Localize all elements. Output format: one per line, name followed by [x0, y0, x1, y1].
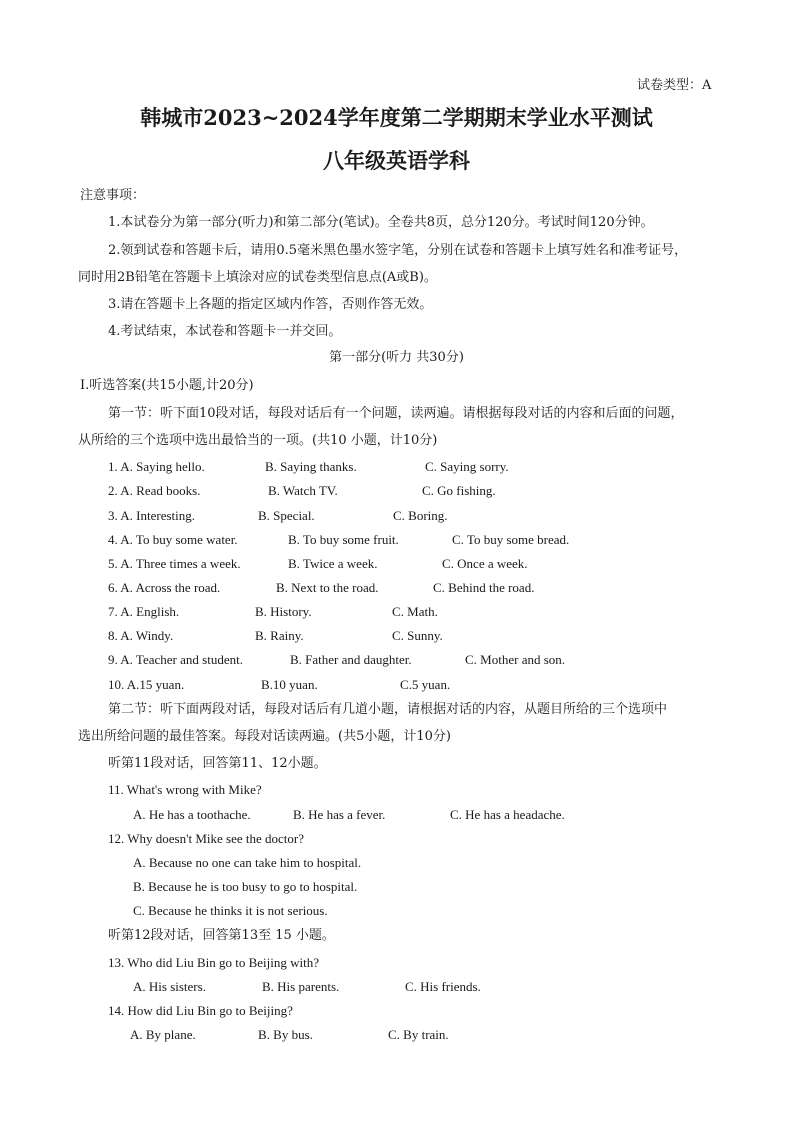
exam-title: 韩城市2023~2024学年度第二学期期末学业水平测试 — [140, 105, 653, 130]
q9-option-a: 9. A. Teacher and student. — [108, 652, 243, 667]
q10-option-b: B.10 yuan. — [261, 677, 318, 692]
q3-option-b: B. Special. — [258, 508, 315, 523]
sub2-instructions-line-1: 第二节：听下面两段对话，每段对话后有几道小题，请根据对话的内容，从题目所给的三个选项中 — [108, 702, 668, 717]
q11-option-b: B. He has a fever. — [293, 807, 386, 822]
q9-option-c: C. Mother and son. — [465, 652, 566, 667]
q2-option-a: 2. A. Read books. — [108, 483, 201, 498]
q13-option-b: B. His parents. — [262, 979, 340, 994]
note-item-2-line-2: 同时用2B铅笔在答题卡上填涂对应的试卷类型信息点(A或B)。 — [78, 270, 437, 285]
q7-option-c: C. Math. — [392, 604, 438, 619]
q8-option-a: 8. A. Windy. — [108, 628, 174, 643]
note-item-3: 3.请在答题卡上各题的指定区域内作答，否则作答无效。 — [108, 297, 433, 312]
q5-option-b: B. Twice a week. — [288, 556, 378, 571]
q13-option-c: C. His friends. — [405, 979, 481, 994]
q5-option-a: 5. A. Three times a week. — [108, 556, 241, 571]
notes-heading: 注意事项： — [80, 188, 146, 203]
q4-option-b: B. To buy some fruit. — [288, 532, 399, 547]
exam-subtitle: 八年级英语学科 — [323, 148, 470, 173]
q7-option-b: B. History. — [255, 604, 312, 619]
q7-option-a: 7. A. English. — [108, 604, 180, 619]
q5-option-c: C. Once a week. — [442, 556, 528, 571]
q2-option-b: B. Watch TV. — [268, 483, 338, 498]
note-item-4: 4.考试结束，本试卷和答题卡一并交回。 — [108, 324, 342, 339]
q8-option-c: C. Sunny. — [392, 628, 443, 643]
q3-option-a: 3. A. Interesting. — [108, 508, 196, 523]
sub1-instructions-line-1: 第一节：听下面10段对话，每段对话后有一个问题，读两遍。请根据每段对话的内容和后面的问题， — [108, 406, 684, 421]
q6-option-b: B. Next to the road. — [276, 580, 379, 595]
q10-option-a: 10. A.15 yuan. — [108, 677, 185, 692]
sub2-instructions-line-2: 选出所给问题的最佳答案。每段对话读两遍。(共5小题，计10分) — [78, 729, 451, 744]
dialog-11-instruction: 听第11段对话，回答第11、12小题。 — [108, 756, 327, 771]
q14-stem: 14. How did Liu Bin go to Beijing? — [108, 1003, 293, 1018]
q12-option-a: A. Because no one can take him to hospital. — [133, 855, 362, 870]
q14-option-c: C. By train. — [388, 1027, 449, 1042]
paper-type-label: 试卷类型：A — [637, 78, 712, 93]
q14-option-b: B. By bus. — [258, 1027, 313, 1042]
q12-stem: 12. Why doesn't Mike see the doctor? — [108, 831, 304, 846]
q3-option-c: C. Boring. — [393, 508, 448, 523]
q12-option-c: C. Because he thinks it is not serious. — [133, 903, 328, 918]
q9-option-b: B. Father and daughter. — [290, 652, 412, 667]
q1-option-b: B. Saying thanks. — [265, 459, 357, 474]
part1-title: 第一部分(听力 共30分) — [329, 350, 464, 365]
q11-option-a: A. He has a toothache. — [133, 807, 251, 822]
q1-option-c: C. Saying sorry. — [425, 459, 509, 474]
q4-option-a: 4. A. To buy some water. — [108, 532, 238, 547]
q8-option-b: B. Rainy. — [255, 628, 304, 643]
q6-option-c: C. Behind the road. — [433, 580, 535, 595]
q1-option-a: 1. A. Saying hello. — [108, 459, 205, 474]
q2-option-c: C. Go fishing. — [422, 483, 496, 498]
q11-stem: 11. What's wrong with Mike? — [108, 782, 262, 797]
note-item-1: 1.本试卷分为第一部分(听力)和第二部分(笔试)。全卷共8页，总分120分。考试时间120分钟。 — [108, 215, 654, 230]
q14-option-a: A. By plane. — [130, 1027, 196, 1042]
q13-stem: 13. Who did Liu Bin go to Beijing with? — [108, 955, 320, 970]
section-heading: Ⅰ.听选答案(共15小题,计20分) — [80, 378, 254, 393]
q4-option-c: C. To buy some bread. — [452, 532, 570, 547]
sub1-instructions-line-2: 从所给的三个选项中选出最恰当的一项。(共10 小题，计10分) — [78, 433, 438, 448]
dialog-12-instruction: 听第12段对话，回答第13至 15 小题。 — [108, 928, 335, 943]
q10-option-c: C.5 yuan. — [400, 677, 451, 692]
note-item-2-line-1: 2.领到试卷和答题卡后，请用0.5毫米黑色墨水签字笔，分别在试卷和答题卡上填写姓名和准考证号， — [108, 243, 688, 258]
q11-option-c: C. He has a headache. — [450, 807, 565, 822]
q13-option-a: A. His sisters. — [133, 979, 206, 994]
q12-option-b: B. Because he is too busy to go to hospital. — [133, 879, 358, 894]
q6-option-a: 6. A. Across the road. — [108, 580, 221, 595]
